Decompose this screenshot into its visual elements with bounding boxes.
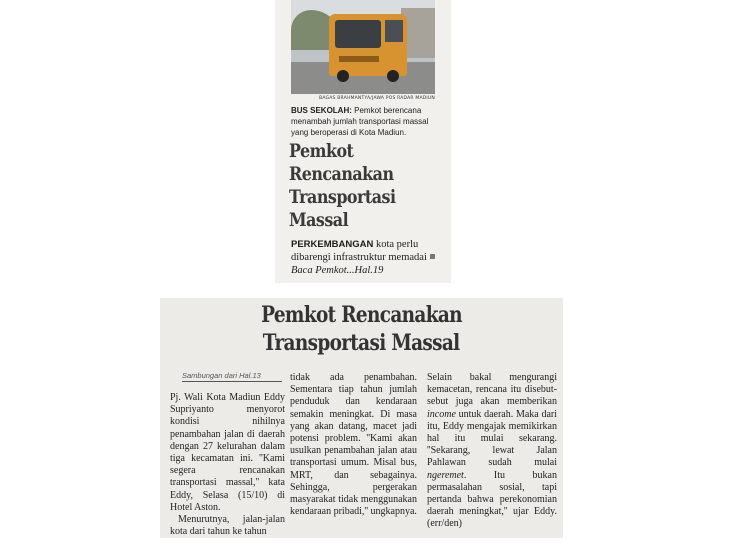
article-column-3	[427, 372, 557, 531]
photo-caption	[291, 105, 439, 138]
news-clipping-front	[275, 0, 451, 283]
front-lead	[291, 238, 443, 277]
caption-lead: BUS SEKOLAH:	[291, 106, 352, 115]
headline-line-2: Transportasi Massal	[263, 330, 460, 356]
paragraph: Pj. Wali Kota Madiun Eddy Supriyanto menyorot kondisi nihilnya penambahan jalan di daerah dengan 27 kelurahan dalam tiga kecamatan ini. ''Kami segera rencanakan transportasi massal,'' kata Eddy, Selasa (15/10) di Hotel Aston.	[170, 392, 285, 513]
text-run: Selain bakal mengurangi kemacetan, rencana itu disebut-sebut juga akan memberikan	[427, 372, 557, 408]
paragraph	[427, 372, 557, 531]
news-clipping-continuation	[160, 298, 563, 538]
article-column-1	[170, 392, 285, 538]
continue-reference: Baca Pemkot...Hal.19	[291, 265, 384, 276]
bus-grill	[339, 56, 379, 62]
text-run: untuk daerah. Maka dari itu, Eddy mengajak memikirkan hal itu mulai sekarang. ''Sekarang, lewat Jalan Pahlawan sudah mulai	[427, 408, 557, 469]
text-run: . Itu bukan permasalahan sosial, tapi pertanda bahwa perekonomian daerah meningkat,'' ujar Eddy. (err/den)	[427, 469, 557, 530]
square-bullet-icon	[430, 254, 435, 259]
italic-term: income	[427, 408, 456, 420]
bus-wheel	[387, 70, 399, 82]
headline-line-1: Pemkot Rencanakan	[261, 302, 462, 328]
italic-term: ngeremet	[427, 469, 464, 481]
article-column-2	[290, 372, 417, 518]
front-headline: Pemkot Rencanakan Transportasi Massal	[289, 141, 396, 231]
paragraph: Menurutnya, jalan-jalan kota dari tahun ke tahun	[170, 514, 285, 538]
lead-text: kota perlu dibarengi infrastruktur memadai	[291, 239, 427, 263]
paragraph: tidak ada penambahan. Sementara tiap tahun jumlah penduduk dan kendaraan semakin meningkat. Di masa yang akan datang, macet jadi potensi problem. ''Kami akan usulkan penambahan jalan atau transportasi umum. Misal bus, MRT, dan sebagainya. Sehingga, pergerakan masyarakat tidak menggunakan kendaraan pribadi,'' ungkapnya.	[290, 372, 417, 518]
bus-wheel	[337, 70, 349, 82]
bus-photo	[291, 0, 435, 94]
bus-windshield	[335, 20, 381, 48]
continuation-headline	[160, 301, 563, 357]
caption-text: Pemkot berencana menambah jumlah transportasi massal yang beroperasi di Kota Madiun.	[291, 106, 429, 137]
photo-credit: BAGAS BRAHMANTYA/JAWA POS RADAR MADIUN	[319, 96, 435, 101]
school-bus	[329, 14, 407, 76]
lead-bold: PERKEMBANGAN	[291, 239, 374, 250]
continuation-label: Sambungan dari Hal.13	[182, 371, 282, 382]
bus-side-window	[385, 20, 403, 42]
